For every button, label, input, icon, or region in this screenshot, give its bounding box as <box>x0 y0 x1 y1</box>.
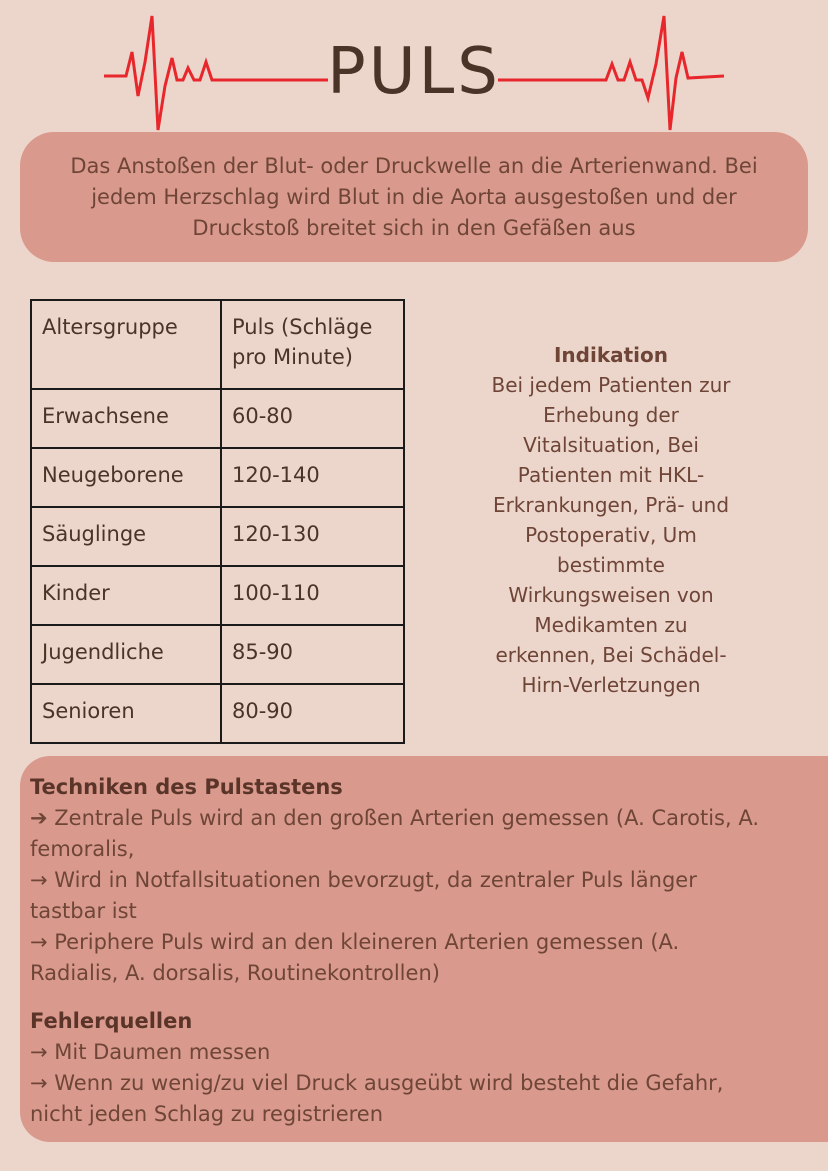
techniken-line: femoralis, <box>30 837 135 861</box>
column-header-pulse-line: Puls (Schläge <box>232 315 373 339</box>
age-group-cell: Erwachsene <box>31 389 221 448</box>
table-header-row <box>31 300 404 389</box>
indikation-line: bestimmte <box>557 553 665 577</box>
techniken-line: → Wird in Notfallsituationen bevorzugt, da zentraler Puls länger <box>30 868 697 892</box>
indikation-heading: Indikation <box>553 343 669 367</box>
techniken-heading: Techniken des Pulstastens <box>30 775 343 799</box>
age-group-cell: Senioren <box>31 684 221 743</box>
section-spacer <box>30 989 820 1006</box>
table-row <box>31 448 404 507</box>
age-group-cell: Kinder <box>31 566 221 625</box>
techniken-line: → Periphere Puls wird an den kleineren Arterien gemessen (A. <box>30 930 680 954</box>
indikation-line: Wirkungsweisen von <box>508 583 714 607</box>
table-row <box>31 507 404 566</box>
pulse-value-cell: 100-110 <box>221 566 404 625</box>
indikation-line: Vitalsituation, Bei <box>523 433 699 457</box>
indikation-line: Medikamten zu <box>534 613 688 637</box>
indikation-line: Erkrankungen, Prä- und <box>492 493 730 517</box>
fehlerquellen-heading: Fehlerquellen <box>30 1009 193 1033</box>
definition-text <box>70 151 757 244</box>
definition-line: Druckstoß breitet sich in den Gefäßen aus <box>192 215 636 240</box>
definition-line: jedem Herzschlag wird Blut in die Aorta ausgestoßen und der <box>91 184 737 209</box>
pulse-value-cell: 120-140 <box>221 448 404 507</box>
indikation-line: Patienten mit HKL- <box>517 463 705 487</box>
techniken-line: ➔ Zentrale Puls wird an den großen Arterien gemessen (A. Carotis, A. <box>30 806 760 830</box>
indikation-line: Bei jedem Patienten zur <box>491 373 731 397</box>
column-header-pulse-line: pro Minute) <box>232 345 353 369</box>
indikation-line: Hirn-Verletzungen <box>521 673 701 697</box>
age-group-cell: Jugendliche <box>31 625 221 684</box>
table-row <box>31 566 404 625</box>
table-row <box>31 684 404 743</box>
indikation-section <box>466 340 756 700</box>
definition-box <box>20 132 808 262</box>
table-row <box>31 625 404 684</box>
pulse-table <box>30 299 405 744</box>
age-group-cell: Neugeborene <box>31 448 221 507</box>
table-row <box>31 389 404 448</box>
indikation-line: Postoperativ, Um <box>525 523 697 547</box>
fehlerquellen-line: → Wenn zu wenig/zu viel Druck ausgeübt wird besteht die Gefahr, <box>30 1071 724 1095</box>
column-header-pulse <box>221 300 404 389</box>
techniken-line: Radialis, A. dorsalis, Routinekontrollen) <box>30 961 440 985</box>
age-group-cell: Säuglinge <box>31 507 221 566</box>
header <box>0 0 828 135</box>
fehlerquellen-line: → Mit Daumen messen <box>30 1040 271 1064</box>
fehlerquellen-line: nicht jeden Schlag zu registrieren <box>30 1102 384 1126</box>
indikation-line: Erhebung der <box>543 403 679 427</box>
column-header-age-group: Altersgruppe <box>31 300 221 389</box>
definition-line: Das Anstoßen der Blut- oder Druckwelle an die Arterienwand. Bei <box>70 153 758 178</box>
pulse-value-cell: 120-130 <box>221 507 404 566</box>
techniken-line: tastbar ist <box>30 899 137 923</box>
pulse-value-cell: 80-90 <box>221 684 404 743</box>
page-title: PULS <box>327 35 501 109</box>
pulse-value-cell: 85-90 <box>221 625 404 684</box>
info-box <box>20 756 828 1142</box>
indikation-line: erkennen, Bei Schädel- <box>495 643 727 667</box>
pulse-value-cell: 60-80 <box>221 389 404 448</box>
